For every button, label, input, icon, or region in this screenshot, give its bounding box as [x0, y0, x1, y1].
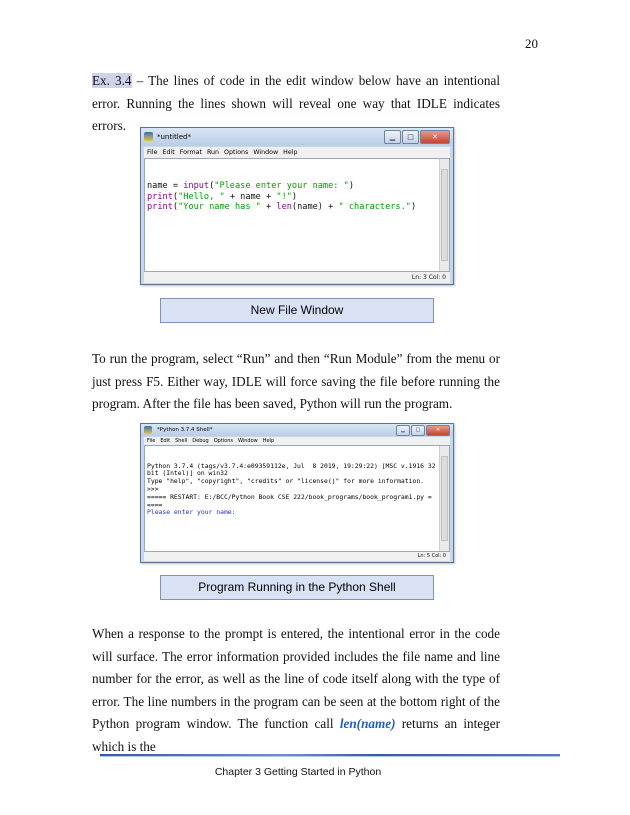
shell-title: *Python 3.7.4 Shell* [157, 427, 213, 433]
menu-item-file[interactable]: File [147, 149, 158, 156]
python-shell-window [140, 423, 454, 563]
example-label: Ex. 3.4 [92, 73, 132, 88]
error-text-before: When a response to the prompt is entered, the intentional error in the code will surface. The error information provided includes the file name and line number for the error, as well as the line of code itself along with the type of error. The line numbers in the program can be seen at the bottom right of the Python program window. The function call [92, 626, 500, 731]
menu-item-edit[interactable]: Edit [160, 438, 171, 444]
code-token: "Hello, " [178, 191, 225, 202]
code-token: input [183, 181, 210, 191]
code-line [147, 192, 447, 203]
caption-python-shell: Program Running in the Python Shell [160, 575, 434, 600]
code-token: Python 3.7.4 (tags/v3.7.4:e09359112e, Jul 8 2019, 19:29:22) [MSC v.1916 32 [147, 461, 436, 470]
menu-item-edit[interactable]: Edit [162, 149, 175, 156]
menu-item-help[interactable]: Help [283, 149, 298, 156]
code-token: "Please enter your name: " [214, 181, 349, 191]
window-controls [383, 130, 450, 144]
code-line [147, 202, 447, 213]
menu-item-format[interactable]: Format [179, 149, 202, 156]
page-number: 20 [525, 36, 538, 51]
code-token: + name + [224, 191, 277, 202]
maximize-icon[interactable]: □ [411, 425, 425, 436]
paragraph-error-explanation [92, 623, 500, 758]
code-token: len [276, 202, 292, 212]
menu-item-window[interactable]: Window [253, 149, 279, 156]
close-icon[interactable]: ✕ [426, 425, 450, 436]
idle-app-icon [144, 132, 153, 141]
menu-item-options[interactable]: Options [213, 438, 234, 444]
menu-item-run[interactable]: Run [206, 149, 220, 156]
scrollbar-thumb[interactable] [441, 456, 448, 541]
code-token: name = [147, 181, 184, 191]
scrollbar-thumb[interactable] [441, 169, 448, 261]
shell-statusbar: Ln: 5 Col: 0 [144, 552, 450, 561]
code-line [147, 478, 447, 486]
code-token: "!" [276, 191, 292, 202]
code-token: print [147, 191, 173, 202]
shell-titlebar[interactable] [141, 424, 453, 436]
code-editor[interactable] [144, 158, 450, 272]
menu-item-window[interactable]: Window [238, 438, 258, 444]
code-reference: len(name) [339, 716, 396, 731]
idle-app-icon [144, 426, 152, 434]
window-controls [395, 425, 450, 436]
minimize-icon[interactable]: ▁ [396, 425, 410, 436]
code-token: ==== [147, 500, 163, 509]
code-token: >>> [147, 484, 163, 493]
intro-text: – The lines of code in the edit window below have an intentional error. Running the lines shown will reveal one way that IDLE indicates errors. [92, 73, 500, 133]
editor-title: *untitled* [157, 133, 192, 141]
code-token: ) [410, 202, 417, 212]
code-token: ) [348, 181, 354, 191]
editor-titlebar[interactable] [141, 128, 453, 146]
paragraph-run-program: To run the program, select “Run” and then “Run Module” from the menu or just press F5. Either way, IDLE will force saving the file before running the program. After the file has been saved, Python will run the program. [92, 351, 500, 411]
code-token: + [260, 202, 277, 212]
code-token: print [147, 202, 173, 212]
vertical-scrollbar[interactable] [439, 159, 449, 271]
close-icon[interactable]: ✕ [420, 130, 450, 144]
code-token: "Your name has " [178, 202, 261, 212]
code-token: ( [172, 202, 179, 212]
footer-rule-shadow [100, 756, 560, 757]
code-token: ( [209, 181, 215, 191]
code-line [147, 494, 447, 502]
footer-chapter-title: Chapter 3 Getting Started in Python [214, 766, 382, 778]
code-token: (name) + [291, 202, 339, 212]
code-token: ( [172, 191, 179, 202]
code-line [147, 181, 447, 192]
shell-output[interactable] [144, 445, 450, 552]
shell-menubar [144, 437, 450, 445]
code-token: bit (Intel)] on win32 [147, 469, 228, 478]
error-text-after: returns an integer which is the [92, 716, 500, 754]
code-line [147, 509, 447, 517]
caption-new-file-window: New File Window [160, 298, 434, 323]
shell-lines [147, 463, 447, 518]
code-token: Type "help", "copyright", "credits" or "license()" for more information. [147, 477, 425, 486]
editor-menubar [144, 147, 450, 158]
menu-item-help[interactable]: Help [262, 438, 275, 444]
code-token: " characters." [338, 202, 411, 212]
idle-editor-window [140, 127, 454, 285]
vertical-scrollbar[interactable] [439, 446, 449, 551]
menu-item-shell[interactable]: Shell [175, 438, 188, 444]
menu-item-options[interactable]: Options [224, 149, 249, 156]
code-token: ) [291, 191, 298, 202]
menu-item-file[interactable]: File [147, 438, 156, 444]
code-token: Please enter your name: [147, 508, 236, 517]
code-lines [147, 181, 447, 213]
menu-item-debug[interactable]: Debug [192, 438, 209, 444]
minimize-icon[interactable]: ▁ [384, 130, 401, 144]
code-token: ===== RESTART: E:/BCC/Python Book CSE 222/book_programs/book_program1.py = [147, 492, 432, 501]
editor-statusbar: Ln: 3 Col: 0 [144, 272, 450, 283]
maximize-icon[interactable]: □ [402, 130, 419, 144]
